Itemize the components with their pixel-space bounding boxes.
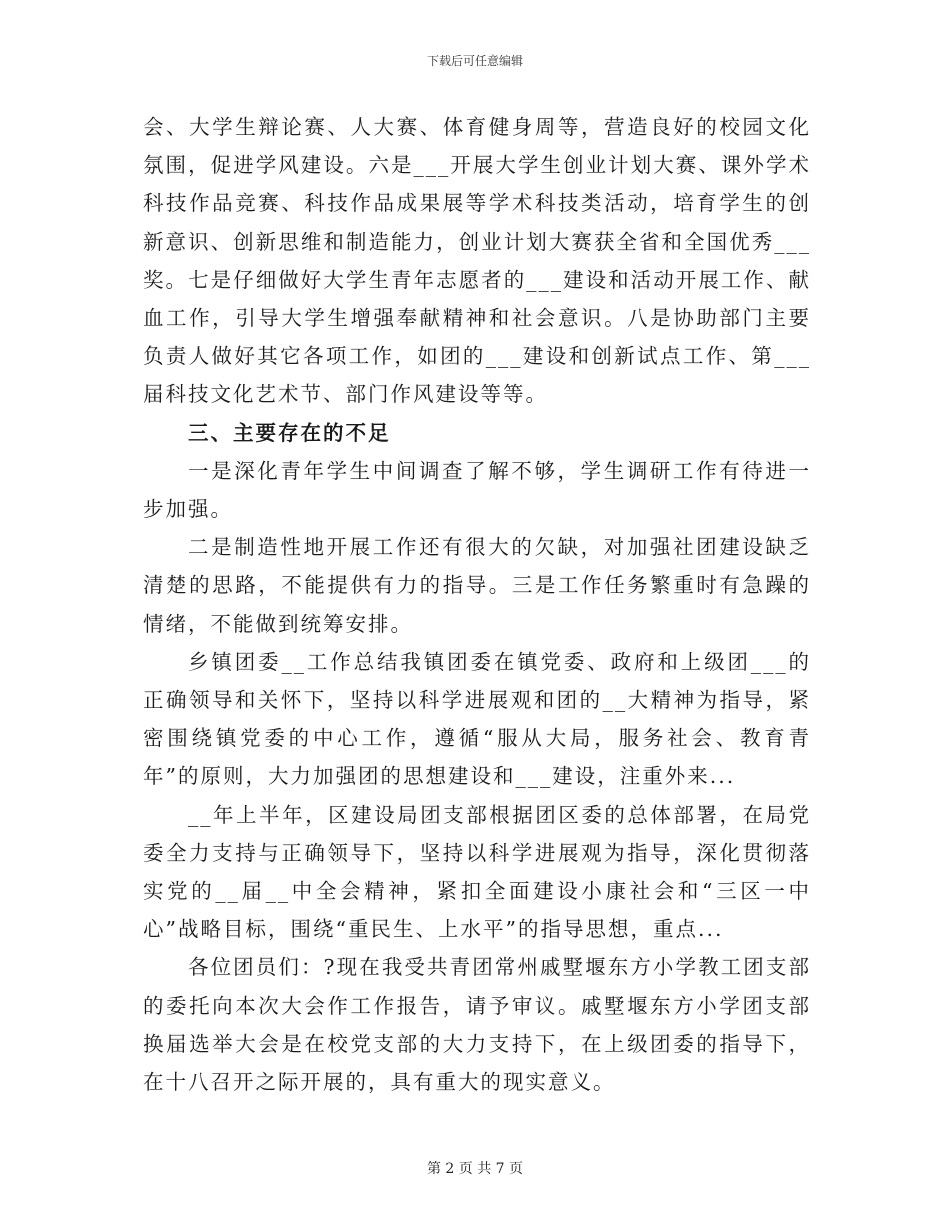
paragraph-shortcoming-2: 二是制造性地开展工作还有很大的欠缺，对加强社团建设缺乏清楚的思路，不能提供有力的指导。三是工作任务繁重时有急躁的情绪，不能做到统筹安排。 <box>143 535 811 636</box>
paragraph-township-summary: 乡镇团委__工作总结我镇团委在镇党委、政府和上级团___的正确领导和关怀下，坚持以科学进展观和团的__大精神为指导，紧密围绕镇党委的中心工作，遵循“服从大局，服务社会、教育青年”的原则，大力加强团的思想建设和___建设，注重外来... <box>143 649 811 789</box>
paragraph-shortcoming-1: 一是深化青年学生中间调查了解不够，学生调研工作有待进一步加强。 <box>143 458 811 522</box>
paragraph-district-summary: __年上半年，区建设局团支部根据团区委的总体部署，在局党委全力支持与正确领导下，坚持以科学进展观为指导，深化贯彻落实党的__届__中全会精神，紧扣全面建设小康社会和“三区一中心”战略目标，围绕“重民生、上水平”的指导思想，重点... <box>143 802 811 942</box>
page-number: 第 2 页 共 7 页 <box>426 1161 524 1177</box>
paragraph-activities: 会、大学生辩论赛、人大赛、体育健身周等，营造良好的校园文化氛围，促进学风建设。六是___开展大学生创业计划大赛、课外学术科技作品竞赛、科技作品成果展等学术科技类活动，培育学生的创新意识、创新思维和制造能力，创业计划大赛获全省和全国优秀___奖。七是仔细做好大学生青年志愿者的___建设和活动开展工作、献血工作，引导大学生增强奉献精神和社会意识。八是协助部门主要负责人做好其它各项工作，如团的___建设和创新试点工作、第___届科技文化艺术节、部门作风建设等等。 <box>143 115 811 407</box>
document-body <box>143 108 811 1101</box>
section-heading-shortcomings: 三、主要存在的不足 <box>188 420 391 445</box>
page-header: 下载后可任意编辑 <box>426 54 523 68</box>
paragraph-school-report: 各位团员们：?现在我受共青团常州戚墅堰东方小学教工团支部的委托向本次大会作工作报告，请予审议。戚墅堰东方小学团支部换届选举大会是在校党支部的大力支持下，在上级团委的指导下，在十八召开之际开展的，具有重大的现实意义。 <box>143 955 811 1095</box>
